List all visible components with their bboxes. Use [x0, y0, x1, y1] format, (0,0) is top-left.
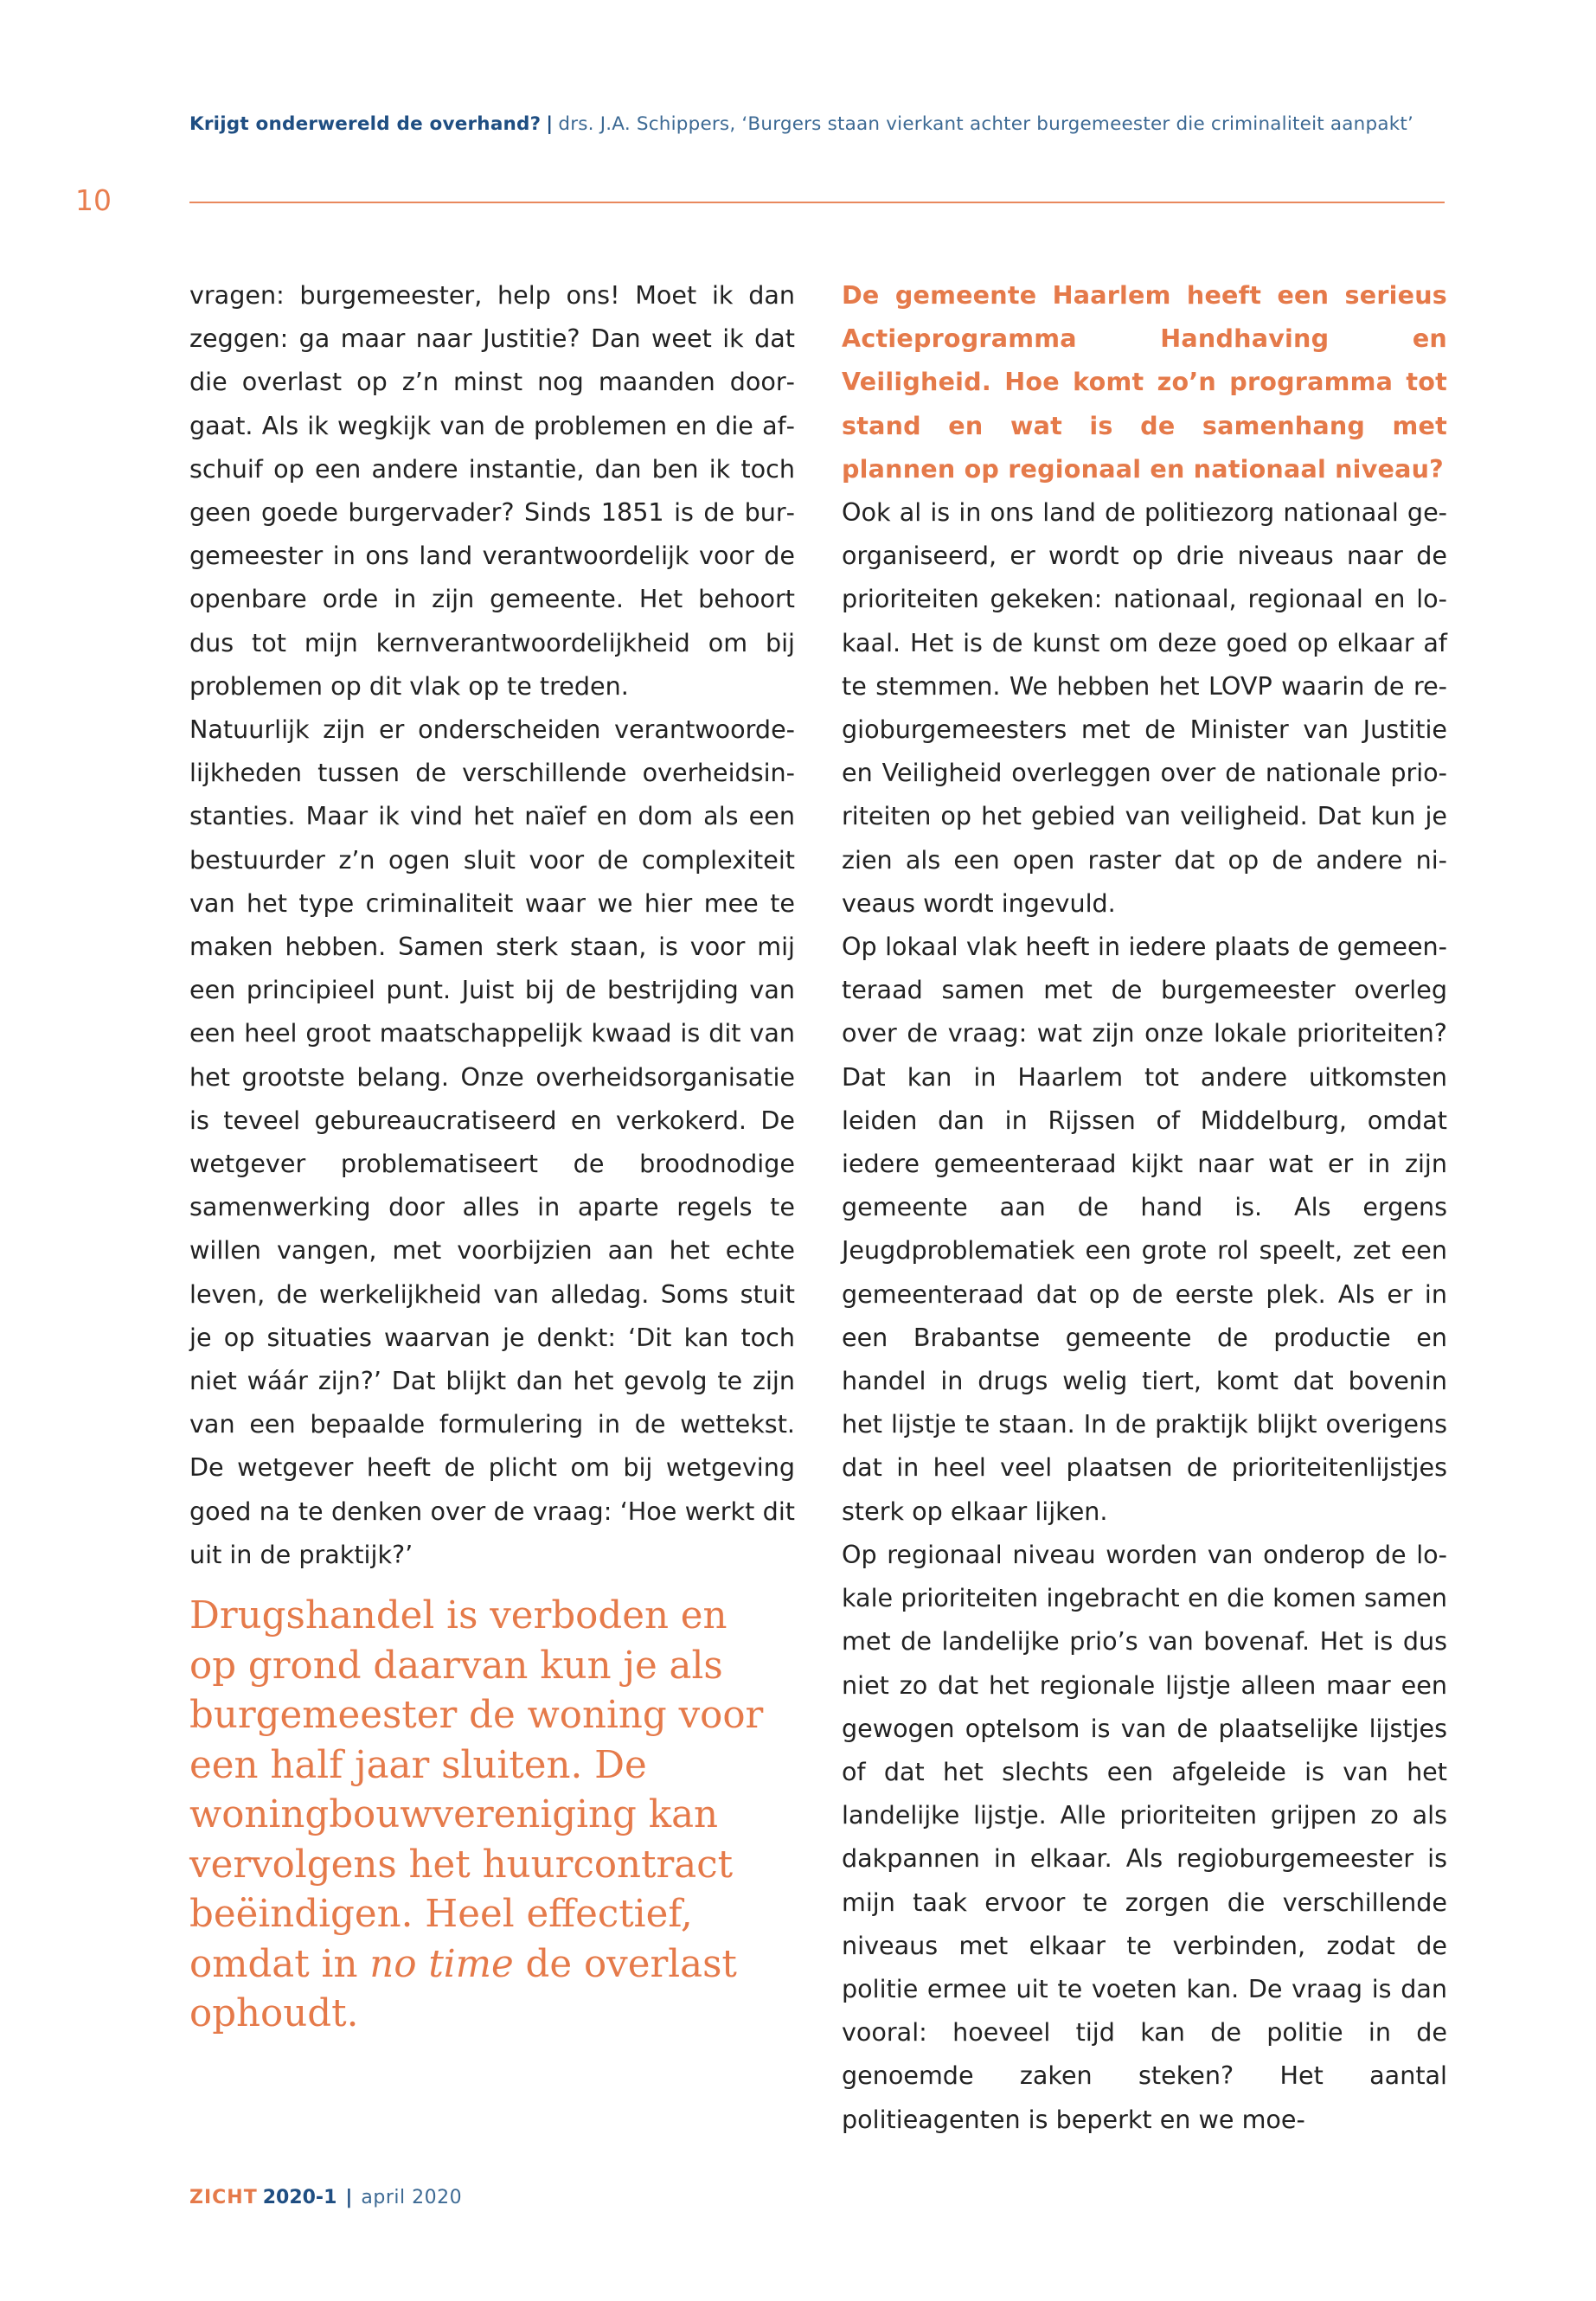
header-separator: | [546, 113, 554, 135]
right-paragraph-1: Ook al is in ons land de politiezorg nationaal georganiseerd, er wordt op drie niveaus naar de prioriteiten gekeken: nationaal, regionaal en lokaal. Het is de kunst om deze goed op elkaar af te stemmen. We hebben het LOVP waarin de regioburgemeesters met de Minister van Justitie en Veiligheid overleggen over de nationale prioriteiten op het gebied van veiligheid. Dat kun je zien als een open raster dat op de andere niveaus wordt ingevuld. [842, 497, 1447, 918]
left-paragraph-1: vragen: burgemeester, help ons! Moet ik dan zeggen: ga maar naar Justitie? Dan weet ik dat die overlast op z’n minst nog maanden doorgaat. Als ik wegkijk van de problemen en die afschuif op een andere instantie, dan ben ik toch geen goede burgervader? Sinds 1851 is de burgemeester in ons land verantwoordelijk voor de openbare orde in zijn gemeente. Het behoort dus tot mijn kernverantwoordelijkheid om bij problemen op dit vlak op te treden. [189, 280, 795, 701]
pull-quote-text: Drugshandel is verboden en op grond daarvan kun je als burgemeester de woning voor een half jaar sluiten. De woningbouwvereniging kan vervolgens het huurcontract beëindigen. Heel effectief, omdat in [189, 1594, 764, 1986]
page-footer [189, 2187, 462, 2208]
footer-date: april 2020 [361, 2187, 463, 2208]
right-paragraph-3: Op regionaal niveau worden van onderop de lokale prioriteiten ingebracht en die komen samen met de landelijke prio’s van bovenaf. Het is dus niet zo dat het regionale lijstje alleen maar een gewogen optelsom is van de plaatselijke lijstjes of dat het slechts een afgeleide is van het landelijke lijstje. Alle prioriteiten grijpen zo als dakpannen in elkaar. Als regioburgemeester is mijn taak ervoor te zorgen die verschillende niveaus met elkaar te verbinden, zodat de politie ermee uit te voeten kan. De vraag is dan vooral: hoeveel tijd kan de politie in de genoemde zaken steken? Het aantal politieagenten is beperkt en we moe- [842, 1539, 1447, 2134]
pull-quote-end: de overlast ophoudt. [189, 1942, 737, 2035]
footer-issue: 2020-1 [262, 2187, 337, 2208]
left-column [189, 273, 795, 1576]
pull-quote-emphasis: no time [369, 1942, 514, 1986]
interview-question: De gemeente Haarlem heeft een serieus Actieprogramma Handhaving en Veiligheid. Hoe komt zo’n programma tot stand en wat is de samenhang met plannen op regionaal en nationaal niveau? [842, 280, 1447, 484]
footer-magazine: ZICHT [189, 2187, 258, 2208]
pull-quote [189, 1592, 778, 2040]
header-rule [189, 202, 1445, 203]
left-paragraph-2: Natuurlijk zijn er onderscheiden verantwoordelijkheden tussen de verschillende overheidsinstanties. Maar ik vind het naïef en dom als een bestuurder z’n ogen sluit voor de complexiteit van het type criminaliteit waar we hier mee te maken hebben. Samen sterk staan, is voor mij een principieel punt. Juist bij de bestrijding van een heel groot maatschappelijk kwaad is dit van het grootste belang. Onze overheidsorganisatie is teveel gebureaucratiseerd en verkokerd. De wetgever problematiseert de broodnodige samenwerking door alles in aparte regels te willen vangen, met voorbijzien aan het echte leven, de werkelijkheid van alledag. Soms stuit je op situaties waarvan je denkt: ‘Dit kan toch niet wáár zijn?’ Dat blijkt dan het gevolg te zijn van een bepaalde formulering in de wettekst. De wetgever heeft de plicht om bij wetgeving goed na te denken over de vraag: ‘Hoe werkt dit uit in de praktijk?’ [189, 715, 795, 1569]
right-column [842, 273, 1447, 2141]
page-number: 10 [75, 183, 112, 217]
right-paragraph-2: Op lokaal vlak heeft in iedere plaats de gemeenteraad samen met de burgemeester overleg over de vraag: wat zijn onze lokale prioriteiten? Dat kan in Haarlem tot andere uitkomsten leiden dan in Rijssen of Middelburg, omdat iedere gemeenteraad kijkt naar wat er in zijn gemeente aan de hand is. Als ergens Jeugdproblematiek een grote rol speelt, zet een gemeenteraad dat op de eerste plek. Als er in een Brabantse gemeente de productie en handel in drugs welig tiert, komt dat bovenin het lijstje te staan. In de praktijk blijkt overigens dat in heel veel plaatsen de prioriteitenlijstjes sterk op elkaar lijken. [842, 932, 1447, 1526]
header-byline: drs. J.A. Schippers, ‘Burgers staan vierkant achter burgemeester die criminaliteit aanpakt’ [558, 113, 1414, 135]
running-header [189, 113, 1444, 135]
footer-separator: | [345, 2187, 353, 2208]
header-title: Krijgt onderwereld de overhand? [189, 113, 542, 135]
